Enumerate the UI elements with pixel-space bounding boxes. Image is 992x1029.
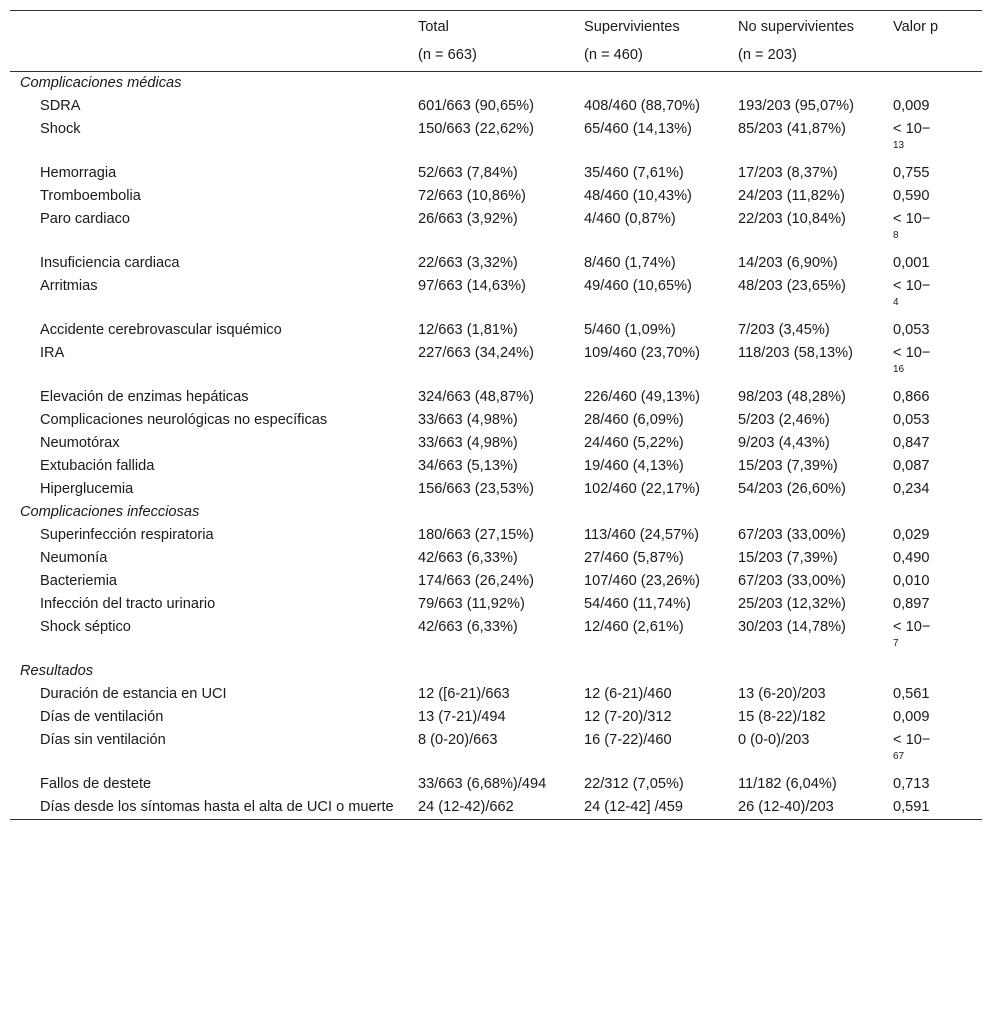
cell-pvalue bbox=[893, 386, 982, 409]
cell-pvalue bbox=[893, 118, 982, 162]
cell-nonsurvivors: 25/203 (12,32%) bbox=[738, 596, 846, 612]
table-row bbox=[10, 570, 982, 593]
row-label: Elevación de enzimas hepáticas bbox=[40, 389, 249, 405]
cell-total: 156/663 (23,53%) bbox=[418, 481, 535, 497]
header-survivors-n: (n = 460) bbox=[584, 47, 643, 63]
cell-survivors: 19/460 (4,13%) bbox=[584, 458, 684, 474]
pvalue-exponent: 16 bbox=[893, 364, 905, 376]
cell-nonsurvivors: 15/203 (7,39%) bbox=[738, 550, 838, 566]
header-n-row bbox=[10, 39, 982, 72]
cell-nonsurvivors: 15 (8-22)/182 bbox=[738, 709, 826, 725]
cell-nonsurvivors: 48/203 (23,65%) bbox=[738, 278, 846, 294]
row-label: Infección del tracto urinario bbox=[40, 596, 216, 612]
cell-total: 52/663 (7,84%) bbox=[418, 165, 518, 181]
cell-nonsurvivors: 67/203 (33,00%) bbox=[738, 573, 846, 589]
cell-nonsurvivors: 7/203 (3,45%) bbox=[738, 322, 830, 338]
pvalue-text: 0,234 bbox=[893, 481, 930, 497]
cell-survivors: 408/460 (88,70%) bbox=[584, 98, 701, 114]
pvalue-text: 0,053 bbox=[893, 322, 930, 338]
header-pvalue-n bbox=[893, 39, 982, 72]
cell-survivors: 54/460 (11,74%) bbox=[584, 596, 691, 612]
table-row bbox=[10, 729, 982, 773]
cell-survivors: 35/460 (7,61%) bbox=[584, 165, 684, 181]
table-row bbox=[10, 386, 982, 409]
cell-pvalue bbox=[893, 275, 982, 319]
pvalue-text: 0,866 bbox=[893, 389, 930, 405]
row-label: Complicaciones neurológicas no específicas bbox=[40, 412, 328, 428]
table-row bbox=[10, 252, 982, 275]
table-body bbox=[10, 72, 982, 820]
cell-pvalue bbox=[893, 162, 982, 185]
pvalue-text: 0,591 bbox=[893, 799, 930, 815]
cell-nonsurvivors: 26 (12-40)/203 bbox=[738, 799, 834, 815]
cell-total: 13 (7-21)/494 bbox=[418, 709, 506, 725]
table-row bbox=[10, 342, 982, 386]
cell-total: 180/663 (27,15%) bbox=[418, 527, 535, 543]
table-row bbox=[10, 208, 982, 252]
cell-total: 8 (0-20)/663 bbox=[418, 732, 498, 748]
pvalue-text: 0,490 bbox=[893, 550, 930, 566]
pvalue-text: < 10− bbox=[893, 121, 931, 137]
header-total-n: (n = 663) bbox=[418, 47, 477, 63]
cell-nonsurvivors: 17/203 (8,37%) bbox=[738, 165, 838, 181]
row-label: SDRA bbox=[40, 98, 81, 114]
pvalue-exponent: 8 bbox=[893, 230, 899, 242]
cell-total: 22/663 (3,32%) bbox=[418, 255, 518, 271]
cell-pvalue bbox=[893, 729, 982, 773]
cell-nonsurvivors: 98/203 (48,28%) bbox=[738, 389, 846, 405]
cell-nonsurvivors: 5/203 (2,46%) bbox=[738, 412, 830, 428]
cell-pvalue bbox=[893, 593, 982, 616]
row-label: Hiperglucemia bbox=[40, 481, 134, 497]
table-row bbox=[10, 432, 982, 455]
pvalue-text: < 10− bbox=[893, 345, 931, 361]
cell-pvalue bbox=[893, 570, 982, 593]
cell-nonsurvivors: 30/203 (14,78%) bbox=[738, 619, 846, 635]
cell-total: 324/663 (48,87%) bbox=[418, 389, 535, 405]
cell-pvalue bbox=[893, 616, 982, 660]
cell-total: 227/663 (34,24%) bbox=[418, 345, 535, 361]
cell-survivors: 12 (7-20)/312 bbox=[584, 709, 672, 725]
cell-nonsurvivors: 54/203 (26,60%) bbox=[738, 481, 846, 497]
row-label: IRA bbox=[40, 345, 65, 361]
header-pvalue: Valor p bbox=[893, 19, 939, 35]
cell-survivors: 8/460 (1,74%) bbox=[584, 255, 676, 271]
cell-nonsurvivors: 0 (0-0)/203 bbox=[738, 732, 810, 748]
table-row bbox=[10, 593, 982, 616]
cell-pvalue bbox=[893, 342, 982, 386]
cell-pvalue bbox=[893, 252, 982, 275]
cell-survivors: 65/460 (14,13%) bbox=[584, 121, 692, 137]
pvalue-text: < 10− bbox=[893, 619, 931, 635]
cell-total: 601/663 (90,65%) bbox=[418, 98, 535, 114]
cell-total: 33/663 (4,98%) bbox=[418, 435, 518, 451]
table-row bbox=[10, 95, 982, 118]
cell-pvalue bbox=[893, 455, 982, 478]
table-row bbox=[10, 478, 982, 501]
cell-total: 33/663 (4,98%) bbox=[418, 412, 518, 428]
row-label: Días de ventilación bbox=[40, 709, 164, 725]
cell-total: 12 ([6-21)/663 bbox=[418, 686, 510, 702]
table-row bbox=[10, 185, 982, 208]
cell-survivors: 12 (6-21)/460 bbox=[584, 686, 672, 702]
cell-survivors: 22/312 (7,05%) bbox=[584, 776, 684, 792]
section-title: Resultados bbox=[20, 663, 94, 679]
cell-pvalue bbox=[893, 524, 982, 547]
cell-pvalue bbox=[893, 409, 982, 432]
cell-total: 72/663 (10,86%) bbox=[418, 188, 526, 204]
cell-total: 33/663 (6,68%)/494 bbox=[418, 776, 547, 792]
cell-pvalue bbox=[893, 796, 982, 820]
table-row bbox=[10, 162, 982, 185]
pvalue-exponent: 4 bbox=[893, 297, 899, 309]
table-row bbox=[10, 524, 982, 547]
header-row bbox=[10, 11, 982, 40]
cell-nonsurvivors: 118/203 (58,13%) bbox=[738, 345, 853, 361]
cell-nonsurvivors: 13 (6-20)/203 bbox=[738, 686, 826, 702]
row-label: Fallos de destete bbox=[40, 776, 152, 792]
cell-pvalue bbox=[893, 547, 982, 570]
cell-total: 42/663 (6,33%) bbox=[418, 619, 518, 635]
section-title: Complicaciones médicas bbox=[20, 75, 182, 91]
header-n-blank bbox=[10, 39, 418, 72]
table-row bbox=[10, 319, 982, 342]
cell-survivors: 109/460 (23,70%) bbox=[584, 345, 701, 361]
table-row bbox=[10, 773, 982, 796]
cell-total: 26/663 (3,92%) bbox=[418, 211, 518, 227]
row-label: Neumotórax bbox=[40, 435, 120, 451]
cell-survivors: 16 (7-22)/460 bbox=[584, 732, 672, 748]
row-label: Bacteriemia bbox=[40, 573, 118, 589]
cell-pvalue bbox=[893, 95, 982, 118]
cell-pvalue bbox=[893, 478, 982, 501]
cell-total: 24 (12-42)/662 bbox=[418, 799, 514, 815]
cell-nonsurvivors: 24/203 (11,82%) bbox=[738, 188, 845, 204]
row-label: Días desde los síntomas hasta el alta de UCI o muerte bbox=[40, 799, 394, 815]
table-row bbox=[10, 796, 982, 820]
cell-total: 97/663 (14,63%) bbox=[418, 278, 526, 294]
pvalue-text: < 10− bbox=[893, 278, 931, 294]
pvalue-exponent: 67 bbox=[893, 751, 905, 763]
table-row bbox=[10, 409, 982, 432]
cell-nonsurvivors: 67/203 (33,00%) bbox=[738, 527, 846, 543]
row-label: Accidente cerebrovascular isquémico bbox=[40, 322, 282, 338]
pvalue-text: < 10− bbox=[893, 732, 931, 748]
table-row bbox=[10, 616, 982, 660]
row-label: Superinfección respiratoria bbox=[40, 527, 214, 543]
cell-survivors: 226/460 (49,13%) bbox=[584, 389, 701, 405]
cell-total: 150/663 (22,62%) bbox=[418, 121, 535, 137]
section-header-row bbox=[10, 660, 982, 683]
cell-pvalue bbox=[893, 432, 982, 455]
pvalue-text: 0,001 bbox=[893, 255, 930, 271]
row-label: Neumonía bbox=[40, 550, 108, 566]
table-row bbox=[10, 118, 982, 162]
cell-survivors: 12/460 (2,61%) bbox=[584, 619, 684, 635]
complications-table-container bbox=[10, 10, 982, 820]
table-row bbox=[10, 547, 982, 570]
pvalue-text: 0,029 bbox=[893, 527, 930, 543]
cell-total: 79/663 (11,92%) bbox=[418, 596, 525, 612]
pvalue-exponent: 7 bbox=[893, 638, 899, 650]
pvalue-text: 0,009 bbox=[893, 709, 930, 725]
row-label: Días sin ventilación bbox=[40, 732, 166, 748]
table-row bbox=[10, 275, 982, 319]
cell-total: 12/663 (1,81%) bbox=[418, 322, 518, 338]
cell-survivors: 49/460 (10,65%) bbox=[584, 278, 692, 294]
table-row bbox=[10, 683, 982, 706]
pvalue-text: 0,755 bbox=[893, 165, 930, 181]
cell-nonsurvivors: 85/203 (41,87%) bbox=[738, 121, 846, 137]
pvalue-text: 0,053 bbox=[893, 412, 930, 428]
cell-nonsurvivors: 11/182 (6,04%) bbox=[738, 776, 837, 792]
header-survivors: Supervivientes bbox=[584, 19, 680, 35]
pvalue-text: 0,713 bbox=[893, 776, 930, 792]
cell-survivors: 5/460 (1,09%) bbox=[584, 322, 676, 338]
row-label: Extubación fallida bbox=[40, 458, 155, 474]
cell-nonsurvivors: 15/203 (7,39%) bbox=[738, 458, 838, 474]
pvalue-text: 0,847 bbox=[893, 435, 930, 451]
section-header-row bbox=[10, 501, 982, 524]
cell-nonsurvivors: 9/203 (4,43%) bbox=[738, 435, 830, 451]
cell-survivors: 28/460 (6,09%) bbox=[584, 412, 684, 428]
header-nonsurvivors-n: (n = 203) bbox=[738, 47, 797, 63]
cell-survivors: 113/460 (24,57%) bbox=[584, 527, 699, 543]
section-header-row bbox=[10, 72, 982, 96]
row-label: Tromboembolia bbox=[40, 188, 141, 204]
cell-survivors: 27/460 (5,87%) bbox=[584, 550, 684, 566]
cell-survivors: 24/460 (5,22%) bbox=[584, 435, 684, 451]
cell-pvalue bbox=[893, 185, 982, 208]
cell-pvalue bbox=[893, 319, 982, 342]
cell-nonsurvivors: 22/203 (10,84%) bbox=[738, 211, 846, 227]
cell-total: 34/663 (5,13%) bbox=[418, 458, 518, 474]
cell-pvalue bbox=[893, 706, 982, 729]
row-label: Arritmias bbox=[40, 278, 98, 294]
table-row bbox=[10, 706, 982, 729]
complications-table bbox=[10, 10, 982, 820]
row-label: Insuficiencia cardiaca bbox=[40, 255, 180, 271]
pvalue-text: 0,897 bbox=[893, 596, 930, 612]
cell-survivors: 48/460 (10,43%) bbox=[584, 188, 692, 204]
row-label: Shock séptico bbox=[40, 619, 131, 635]
row-label: Paro cardiaco bbox=[40, 211, 131, 227]
header-total: Total bbox=[418, 19, 449, 35]
row-label: Duración de estancia en UCI bbox=[40, 686, 227, 702]
row-label: Shock bbox=[40, 121, 81, 137]
cell-survivors: 102/460 (22,17%) bbox=[584, 481, 701, 497]
cell-pvalue bbox=[893, 773, 982, 796]
cell-survivors: 107/460 (23,26%) bbox=[584, 573, 701, 589]
pvalue-text: < 10− bbox=[893, 211, 931, 227]
pvalue-text: 0,009 bbox=[893, 98, 930, 114]
pvalue-text: 0,590 bbox=[893, 188, 930, 204]
cell-nonsurvivors: 193/203 (95,07%) bbox=[738, 98, 855, 114]
pvalue-text: 0,087 bbox=[893, 458, 930, 474]
pvalue-text: 0,010 bbox=[893, 573, 930, 589]
cell-nonsurvivors: 14/203 (6,90%) bbox=[738, 255, 838, 271]
table-row bbox=[10, 455, 982, 478]
cell-pvalue bbox=[893, 208, 982, 252]
pvalue-text: 0,561 bbox=[893, 686, 930, 702]
cell-total: 42/663 (6,33%) bbox=[418, 550, 518, 566]
cell-survivors: 24 (12-42] /459 bbox=[584, 799, 683, 815]
row-label: Hemorragia bbox=[40, 165, 117, 181]
cell-pvalue bbox=[893, 683, 982, 706]
section-title: Complicaciones infecciosas bbox=[20, 504, 200, 520]
pvalue-exponent: 13 bbox=[893, 140, 905, 152]
header-nonsurvivors: No supervivientes bbox=[738, 19, 854, 35]
cell-survivors: 4/460 (0,87%) bbox=[584, 211, 676, 227]
cell-total: 174/663 (26,24%) bbox=[418, 573, 535, 589]
header-blank bbox=[10, 11, 418, 40]
